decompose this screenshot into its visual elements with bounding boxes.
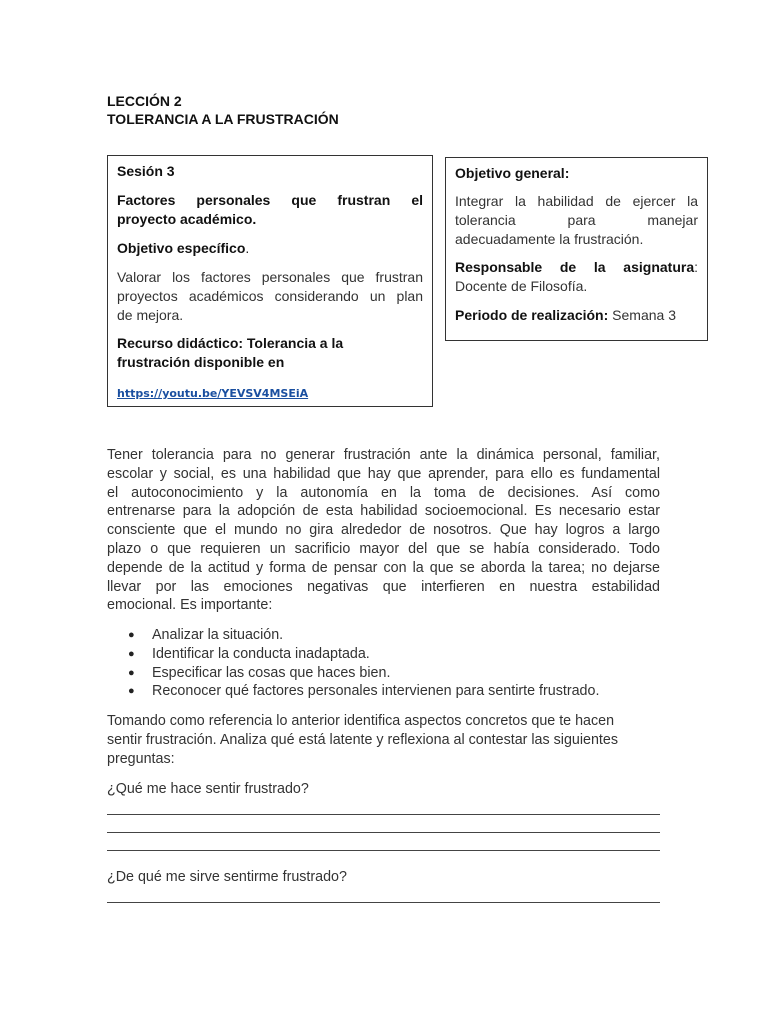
didactic-resource: Recurso didáctico: Tolerancia a la frustración disponible en — [117, 335, 344, 370]
list-item: ● Identificar la conducta inadaptada. — [128, 645, 370, 662]
period-info: Periodo de realización: Semana 3 — [455, 307, 676, 323]
lesson-title: TOLERANCIA A LA FRUSTRACIÓN — [107, 111, 339, 127]
lesson-heading — [107, 92, 339, 128]
specific-objective-text: Valorar los factores personales que frustran proyectos académicos considerando un plan de mejora. — [117, 269, 423, 323]
general-objective-text: Integrar la habilidad de ejercer la tolerancia para manejar adecuadamente la frustración. — [455, 193, 698, 247]
lesson-number: LECCIÓN 2 — [107, 93, 182, 109]
session-topic: Factores personales que frustran el proyecto académico. — [117, 192, 423, 227]
answer-line-1a[interactable] — [107, 814, 660, 815]
important-list — [128, 626, 599, 701]
list-item: ● Analizar la situación. — [128, 627, 284, 643]
list-item: ● Reconocer qué factores personales intervienen para sentirte frustrado. — [128, 683, 600, 700]
list-item: ● Especificar las cosas que haces bien. — [128, 664, 391, 681]
answer-line-1b[interactable] — [107, 832, 660, 833]
question-2: ¿De qué me sirve sentirme frustrado? — [107, 869, 347, 885]
instructions-paragraph: Tomando como referencia lo anterior identifica aspectos concretos que te hacen sentir frustración. Analiza qué está latente y reflexiona al contestar las siguientes preguntas: — [107, 713, 619, 767]
answer-line-1c[interactable] — [107, 850, 660, 851]
answer-line-2a[interactable] — [107, 902, 660, 903]
responsible-info: Responsable de la asignatura: Docente de Filosofía. — [455, 259, 698, 294]
session-box — [107, 155, 433, 407]
intro-paragraph: Tener tolerancia para no generar frustración ante la dinámica personal, familiar, escolar y social, es una habilidad que hay que aprender, para ello es fundamental el autoconocimiento y la autonomía en la toma de decisiones. Así como entrenarse para la adopción de esta habilidad socioemocional. Es necesario estar consciente que el mundo no gira alrededor de nosotros. Que hay logros a largo plazo o que requieren un sacrificio mayor del que se había considerado. Todo depende de la actitud y forma de pensar con la que se aborda la tarea; no dejarse llevar por las emociones negativas que interfieren en nuestra estabilidad emocional. Es importante: — [107, 447, 660, 614]
youtube-link[interactable]: https://youtu.be/YEVSV4MSEiA — [117, 387, 309, 400]
question-1: ¿Qué me hace sentir frustrado? — [107, 781, 309, 797]
specific-objective-heading: Objetivo específico. — [117, 240, 250, 256]
objective-box — [445, 157, 708, 341]
session-number: Sesión 3 — [117, 163, 175, 179]
general-objective-heading: Objetivo general: — [455, 165, 570, 181]
